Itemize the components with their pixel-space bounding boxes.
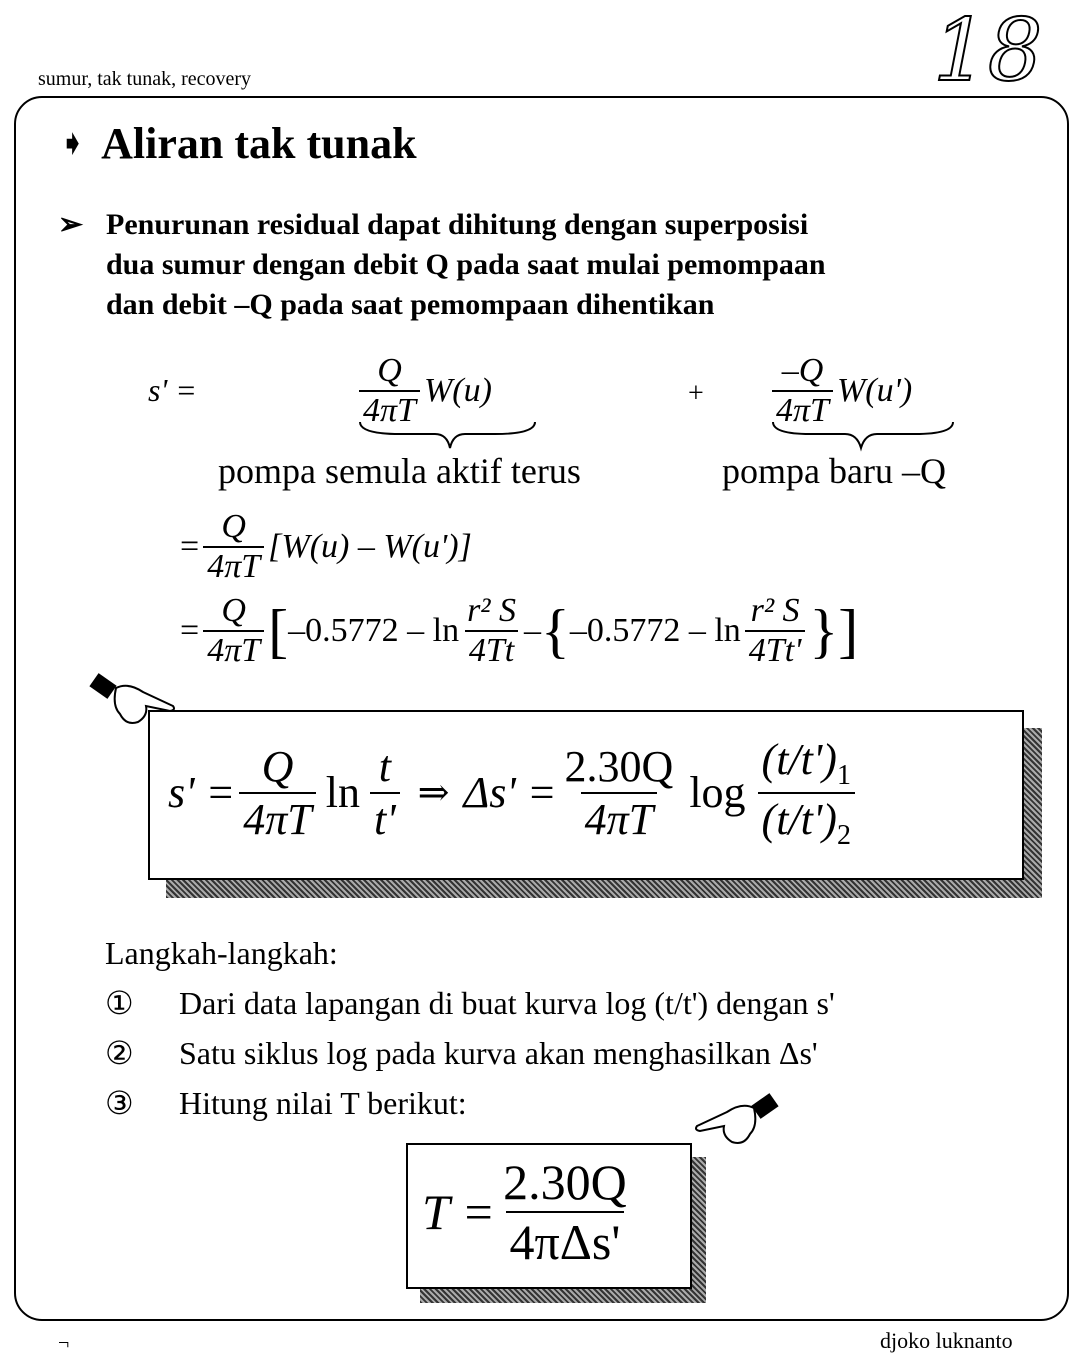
box1-f3-den: 4πT xyxy=(581,792,658,845)
eq1-term1-den: 4πT xyxy=(359,390,420,430)
box2-den: 4πΔs' xyxy=(506,1211,625,1271)
implies-arrow-icon: ⇒ xyxy=(417,772,450,815)
eq3-f1-num: r² S xyxy=(467,592,517,629)
box1-log: log xyxy=(689,768,746,818)
eq1-term1 xyxy=(355,352,492,430)
intro-bullet-icon: ➢ xyxy=(58,208,84,241)
arrow-bullet-icon: ➧ xyxy=(60,127,86,160)
eq2-num: Q xyxy=(221,508,246,545)
eq1-term2-func: W(u') xyxy=(836,372,913,409)
result-box-2 xyxy=(406,1143,692,1289)
eq3-f1-den: 4Tt xyxy=(465,630,518,670)
eq1-lhs: s' = xyxy=(148,372,197,408)
eq2: = $\frac{Q}{4\pi T}$ [W(u) – W(u')] xyxy=(180,508,472,585)
pointing-hand-icon xyxy=(692,1092,782,1152)
eq1-term2-den: 4πT xyxy=(772,390,833,430)
step-item xyxy=(105,1028,835,1078)
footer-mark: ¬ xyxy=(58,1332,70,1354)
result-box-1 xyxy=(148,710,1024,880)
box1-f4-num: (t/t') xyxy=(761,735,837,784)
eq3-part-a: –0.5772 – ln xyxy=(288,612,460,649)
eq3-f2-num: r² S xyxy=(750,592,800,629)
underbrace-1 xyxy=(360,422,535,448)
underbrace-2 xyxy=(773,422,953,448)
eq3: = $\frac{Q}{4\pi T}$ [ –0.5772 – ln $\frac{\text{r² S}}{4Tt}$ – { –0.5772 – ln $\frac{\text{r² S}}{4Tt'}$ }] xyxy=(180,592,859,669)
box1-ln: ln xyxy=(325,768,360,818)
step-item xyxy=(105,978,835,1028)
step-number: ② xyxy=(105,1035,134,1071)
section-title xyxy=(60,118,417,169)
step-text: Satu siklus log pada kurva akan menghasilkan Δs' xyxy=(179,1035,818,1071)
eq1-term2-num: –Q xyxy=(781,352,824,389)
box1-equation xyxy=(168,734,859,852)
label-pompa-semula: pompa semula aktif terus xyxy=(218,451,581,491)
box2-num: 2.30Q xyxy=(503,1154,627,1210)
eq1-term1-num: Q xyxy=(377,352,402,389)
footer-author: djoko luknanto xyxy=(880,1328,1013,1353)
step-text: Hitung nilai T berikut: xyxy=(179,1085,467,1121)
eq1-term1-func: W(u) xyxy=(423,372,492,409)
page-number xyxy=(925,2,1065,92)
box2-equation xyxy=(422,1153,635,1271)
intro-line-3: dan debit –Q pada saat pemompaan dihentikan xyxy=(106,288,715,321)
steps-heading: Langkah-langkah: xyxy=(105,935,338,971)
box1-f2-num: t xyxy=(378,741,391,791)
eq2-body: [W(u) – W(u')] xyxy=(268,528,472,565)
box2-lhs: T = xyxy=(422,1184,496,1240)
eq1-plus: + xyxy=(688,378,704,409)
eq2-den: 4πT xyxy=(203,546,264,586)
step-text: Dari data lapangan di buat kurva log (t/t') dengan s' xyxy=(179,985,835,1021)
box1-lhs: s' = xyxy=(168,768,236,818)
section-title-text: Aliran tak tunak xyxy=(101,119,417,168)
box1-f4-num-sub: 1 xyxy=(836,759,851,791)
step-number: ① xyxy=(105,985,134,1021)
eq3-f2-den: 4Tt' xyxy=(745,630,806,670)
box1-f3-num: 2.30Q xyxy=(564,741,674,791)
eq3-den: 4πT xyxy=(203,630,264,670)
eq3-num: Q xyxy=(221,592,246,629)
step-number: ③ xyxy=(105,1085,134,1121)
page-number-text: 18 xyxy=(933,2,1043,92)
box1-f1-num: Q xyxy=(261,741,294,791)
intro-paragraph xyxy=(58,205,1048,325)
box1-f4-den-sub: 2 xyxy=(836,819,851,851)
box1-f4-den: (t/t') xyxy=(761,794,837,844)
header-topic: sumur, tak tunak, recovery xyxy=(38,68,252,90)
intro-line-2: dua sumur dengan debit Q pada saat mulai pemompaan xyxy=(106,248,826,281)
eq3-part-c: –0.5772 – ln xyxy=(569,612,741,649)
eq3-part-b: – xyxy=(524,612,542,649)
eq1-term2 xyxy=(768,352,912,430)
box1-f1-den: 4πT xyxy=(239,792,316,845)
box1-f2-den: t' xyxy=(370,792,400,845)
label-pompa-baru: pompa baru –Q xyxy=(722,451,946,491)
intro-line-1: Penurunan residual dapat dihitung dengan superposisi xyxy=(106,208,809,241)
box1-ds: Δs' = xyxy=(463,768,557,818)
